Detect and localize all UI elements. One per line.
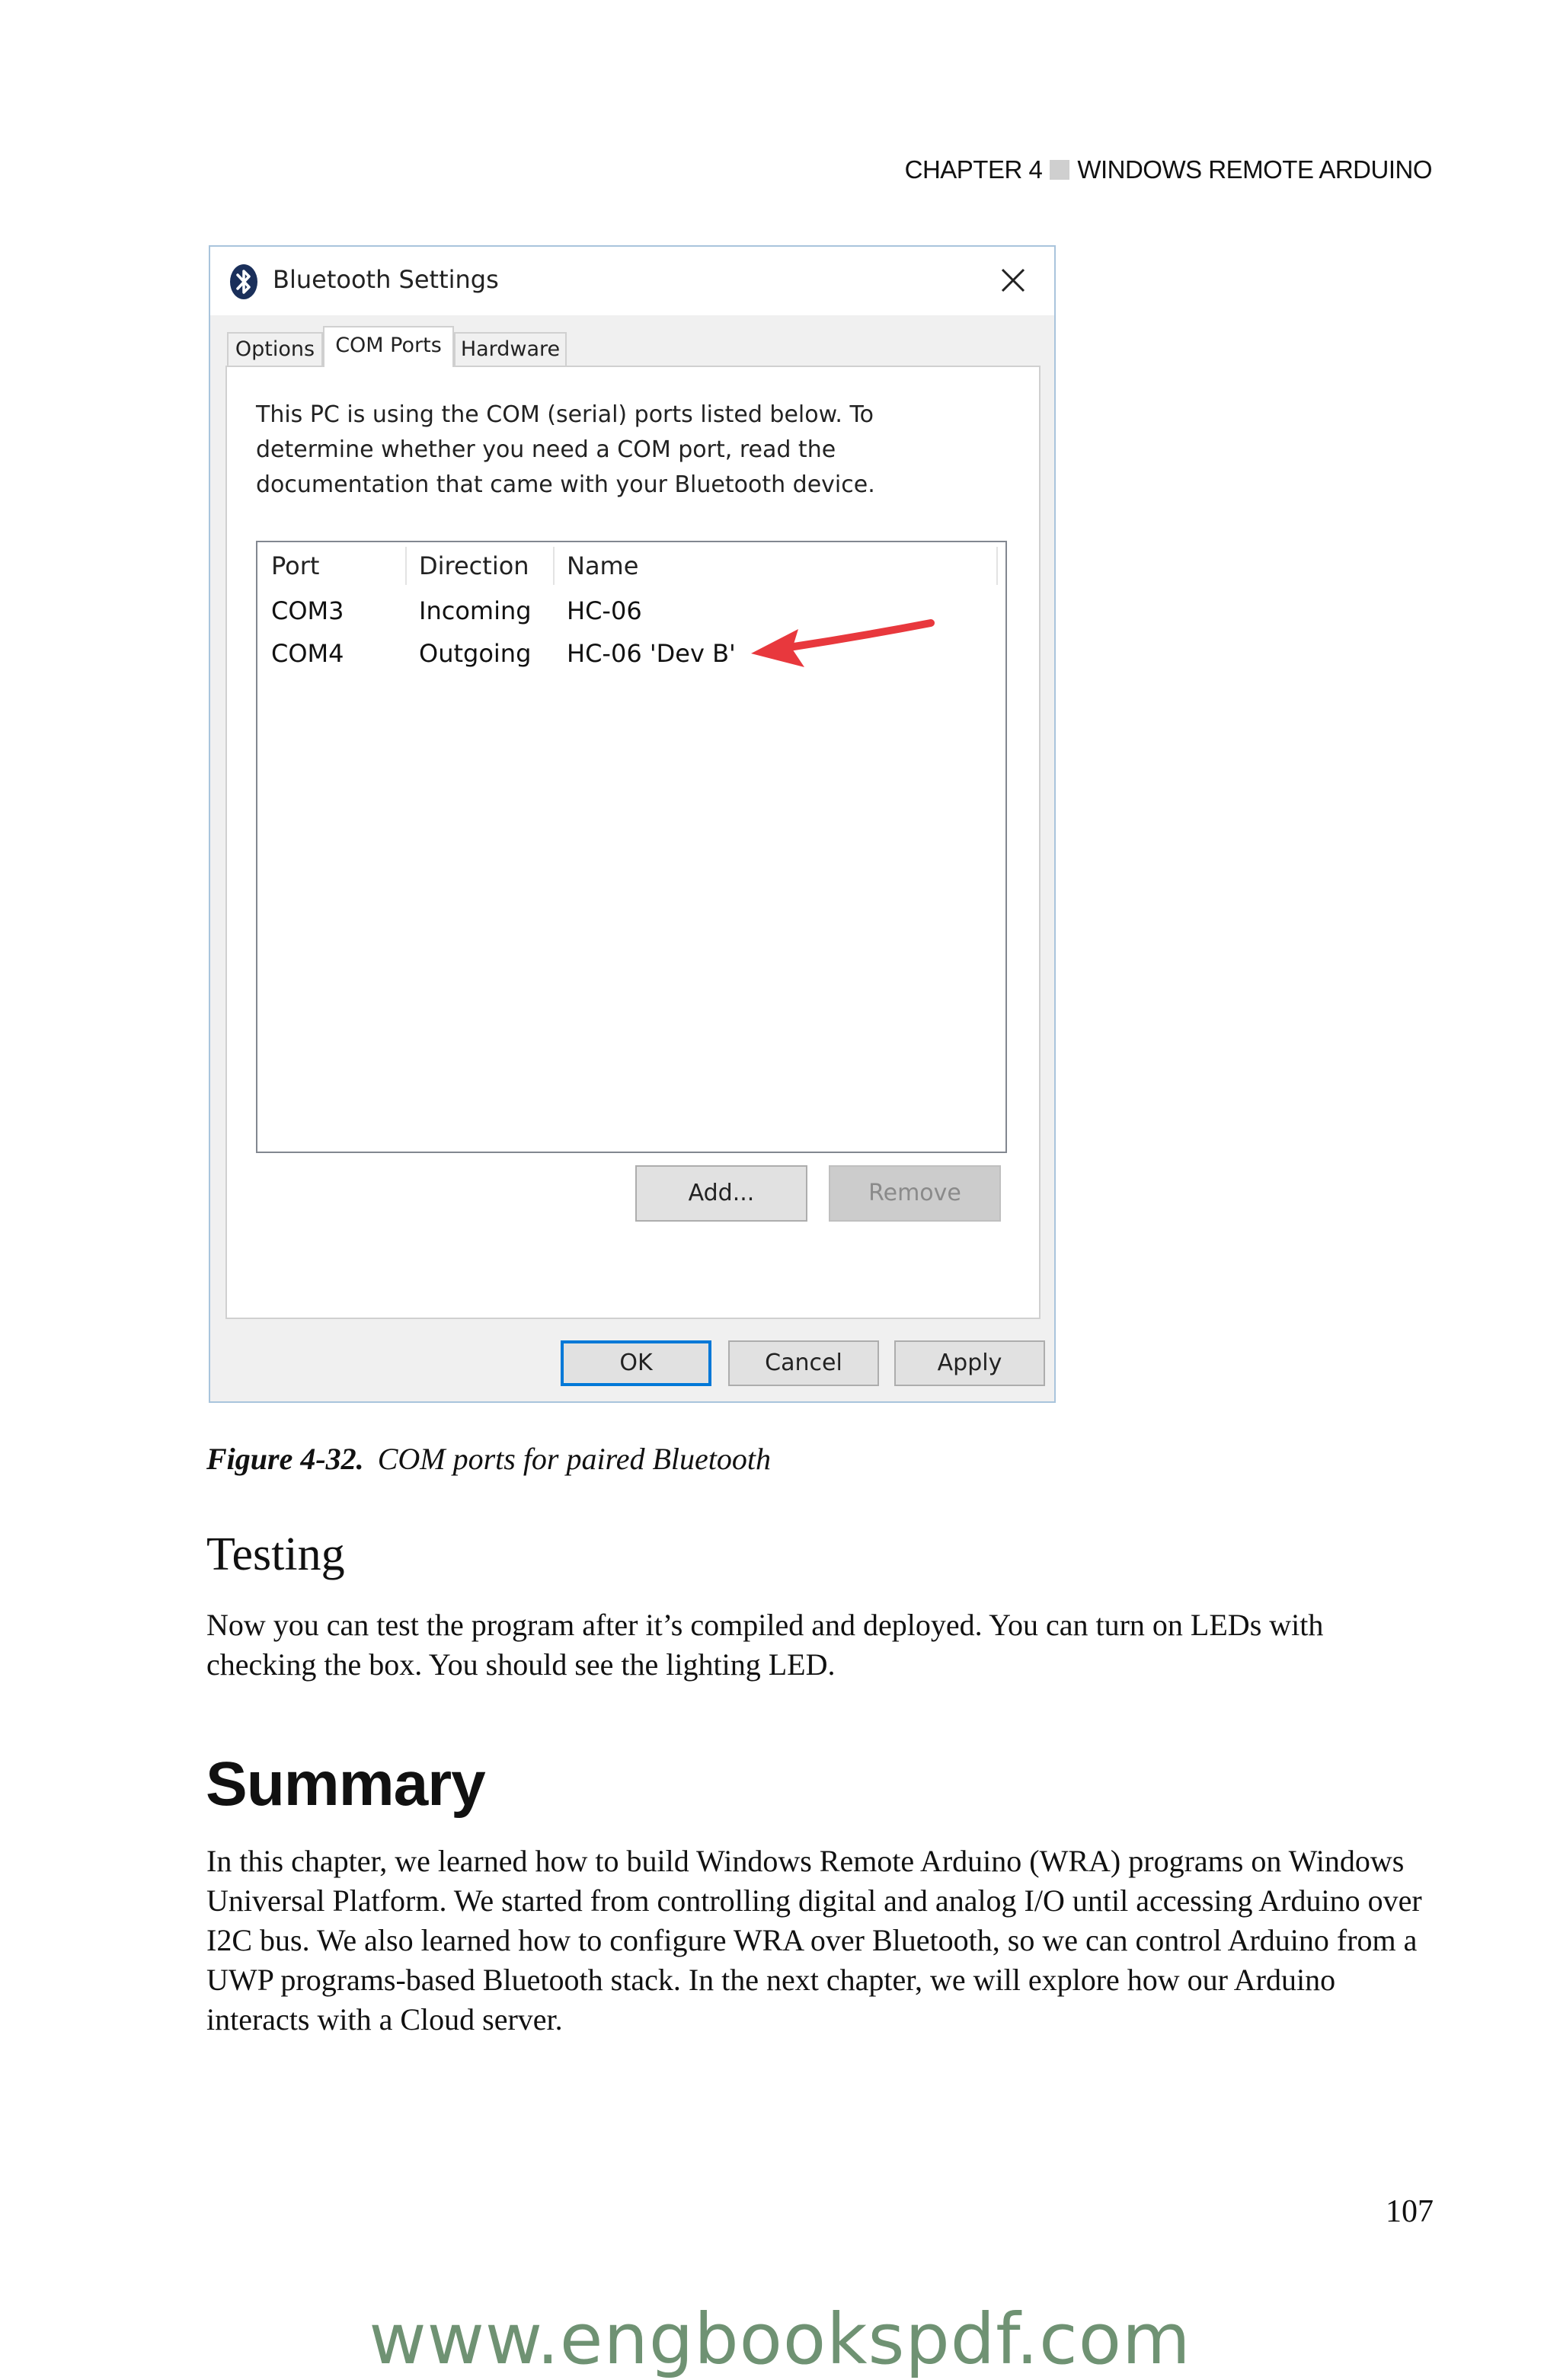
running-head (905, 155, 1432, 184)
page-number: 107 (1386, 2194, 1434, 2229)
cancel-button[interactable] (728, 1340, 879, 1386)
ok-button[interactable] (561, 1340, 711, 1386)
bluetooth-settings-dialog (209, 245, 1056, 1403)
list-header (257, 542, 1005, 588)
separator-square-icon (1050, 160, 1069, 180)
chapter-title: WINDOWS REMOTE ARDUINO (1077, 155, 1432, 184)
column-header-name[interactable]: Name (567, 551, 639, 580)
cancel-button-label: Cancel (765, 1350, 842, 1376)
cell-port: COM3 (271, 596, 344, 625)
cell-direction: Outgoing (419, 639, 532, 668)
cell-port: COM4 (271, 639, 344, 668)
bluetooth-icon (229, 264, 259, 300)
tab-options-label: Options (235, 337, 315, 361)
chapter-label: CHAPTER 4 (904, 155, 1043, 184)
figure-caption (206, 1441, 771, 1477)
section-heading-testing: Testing (206, 1529, 345, 1580)
tab-options[interactable] (227, 332, 323, 366)
column-divider[interactable] (996, 547, 998, 585)
dialog-title: Bluetooth Settings (273, 265, 499, 294)
tab-hardware[interactable] (454, 332, 567, 366)
tab-com-ports-label: COM Ports (335, 334, 442, 357)
close-icon[interactable] (995, 262, 1031, 299)
section-heading-summary: Summary (206, 1749, 485, 1819)
column-header-port[interactable]: Port (271, 551, 320, 580)
add-button-label: Add... (688, 1180, 755, 1206)
cell-direction: Incoming (419, 596, 532, 625)
remove-button[interactable] (829, 1165, 1001, 1222)
column-header-direction[interactable]: Direction (419, 551, 529, 580)
apply-button[interactable] (894, 1340, 1045, 1386)
remove-button-label: Remove (868, 1180, 961, 1206)
cell-name: HC-06 (567, 596, 642, 625)
red-arrow-annotation (745, 609, 935, 678)
tab-hardware-label: Hardware (460, 337, 561, 361)
column-divider[interactable] (405, 547, 407, 585)
watermark: www.engbookspdf.com (369, 2299, 1191, 2380)
figure-number: Figure 4-32. (206, 1442, 364, 1476)
apply-button-label: Apply (937, 1350, 1002, 1376)
ok-button-label: OK (619, 1350, 653, 1376)
tab-com-ports[interactable] (323, 326, 454, 367)
add-button[interactable] (635, 1165, 807, 1222)
com-ports-panel (225, 366, 1041, 1319)
dialog-titlebar (210, 247, 1054, 315)
paragraph-summary: In this chapter, we learned how to build Windows Remote Arduino (WRA) programs on Windows Universal Platform. We started from controlling digital and analog I/O until accessing Arduino over I2C bus. We also learned how to configure WRA over Bluetooth, so we can control Arduino from a UWP programs-based Bluetooth stack. In the next chapter, we will explore how our Arduino interacts with a Cloud server. (206, 1844, 1422, 2037)
com-ports-list[interactable] (256, 541, 1007, 1153)
column-divider[interactable] (553, 547, 555, 585)
intro-text: This PC is using the COM (serial) ports listed below. To determine whether you need a COM port, read the documentation that came with your Bluetooth device. (256, 401, 875, 498)
figure-caption-text: COM ports for paired Bluetooth (377, 1442, 771, 1476)
paragraph-testing: Now you can test the program after it’s compiled and deployed. You can turn on LEDs with checking the box. You should see the lighting LED. (206, 1608, 1324, 1682)
cell-name: HC-06 'Dev B' (567, 639, 736, 668)
